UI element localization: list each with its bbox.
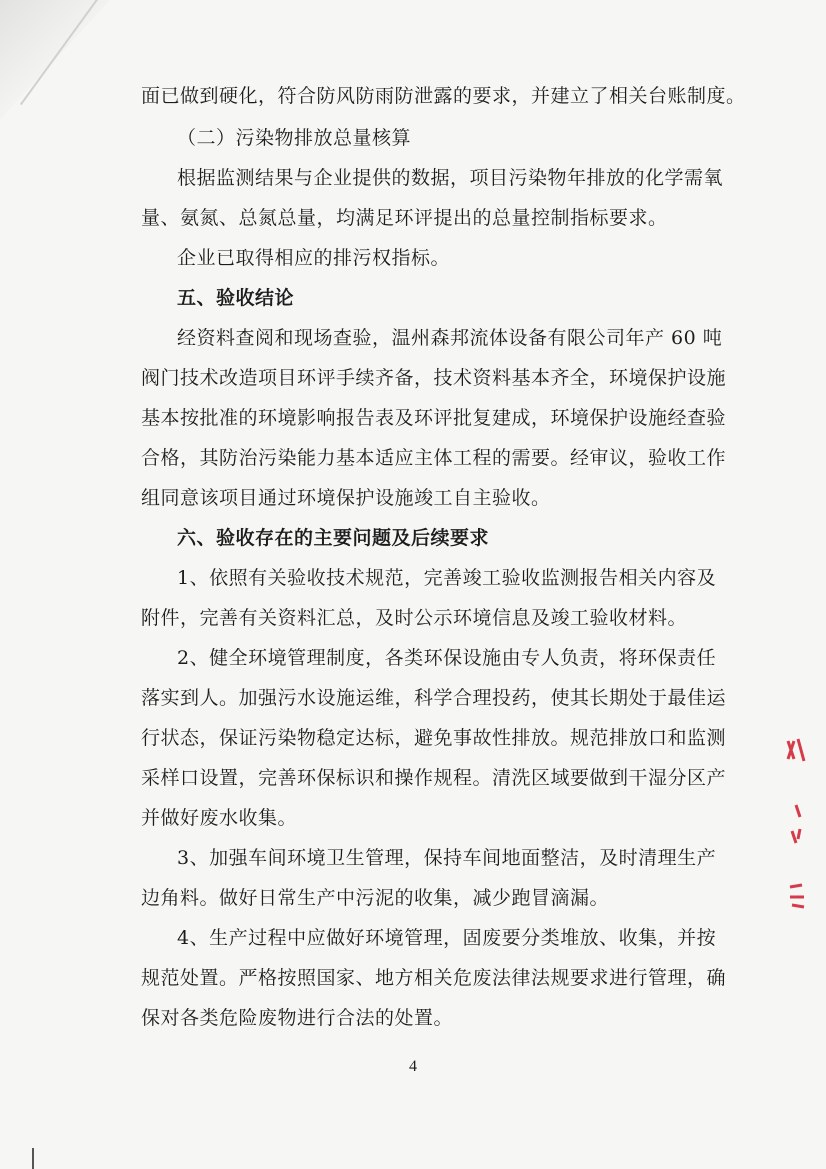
paragraph-line: 合格，其防治污染能力基本适应主体工程的需要。经审议，验收工作: [141, 447, 727, 469]
page-number: 4: [409, 1058, 417, 1075]
paragraph-line: 并做好废水收集。: [141, 807, 298, 829]
paragraph-line: 经资料查阅和现场查验，温州森邦流体设备有限公司年产 60 吨: [177, 327, 723, 349]
section-heading: 六、验收存在的主要问题及后续要求: [177, 527, 490, 549]
paragraph-line: 采样口设置，完善环保标识和操作规程。清洗区域要做到干湿分区产: [141, 767, 727, 789]
paragraph-line: 阀门技术改造项目环评手续齐备，技术资料基本齐全，环境保护设施: [141, 367, 727, 389]
paragraph-line: 组同意该项目通过环境保护设施竣工自主验收。: [141, 487, 551, 509]
paragraph-line: 4、生产过程中应做好环境管理，固废要分类堆放、收集，并按: [177, 927, 717, 949]
paragraph-line: （二）污染物排放总量核算: [177, 127, 412, 149]
paragraph-line: 落实到人。加强污水设施运维，科学合理投药，使其长期处于最佳运: [141, 687, 727, 709]
paragraph-line: 面已做到硬化，符合防风防雨防泄露的要求，并建立了相关台账制度。: [141, 85, 746, 107]
paragraph-line: 附件，完善有关资料汇总，及时公示环境信息及竣工验收材料。: [141, 607, 688, 629]
paragraph-line: 企业已取得相应的排污权指标。: [177, 247, 451, 269]
paragraph-line: 规范处置。严格按照国家、地方相关危废法律法规要求进行管理，确: [141, 967, 727, 989]
paragraph-line: 行状态，保证污染物稳定达标，避免事故性排放。规范排放口和监测: [141, 727, 727, 749]
paragraph-line: 根据监测结果与企业提供的数据，项目污染物年排放的化学需氧: [177, 167, 724, 189]
paragraph-line: 基本按批准的环境影响报告表及环评批复建成，环境保护设施经查验: [141, 407, 727, 429]
paragraph-line: 边角料。做好日常生产中污泥的收集，减少跑冒滴漏。: [141, 887, 610, 909]
paragraph-line: 3、加强车间环境卫生管理，保持车间地面整洁，及时清理生产: [177, 847, 717, 869]
paragraph-line: 量、氨氮、总氮总量，均满足环评提出的总量控制指标要求。: [141, 207, 668, 229]
paragraph-line: 保对各类危险废物进行合法的处置。: [141, 1007, 454, 1029]
scan-edge-mark: [32, 1148, 34, 1169]
paragraph-line: 1、依照有关验收技术规范，完善竣工验收监测报告相关内容及: [177, 567, 717, 589]
paragraph-line: 2、健全环境管理制度，各类环保设施由专人负责，将环保责任: [177, 647, 717, 669]
section-heading: 五、验收结论: [177, 287, 295, 309]
scan-corner-shadow: [0, 0, 110, 120]
seal-fragment-icon: [784, 735, 810, 915]
